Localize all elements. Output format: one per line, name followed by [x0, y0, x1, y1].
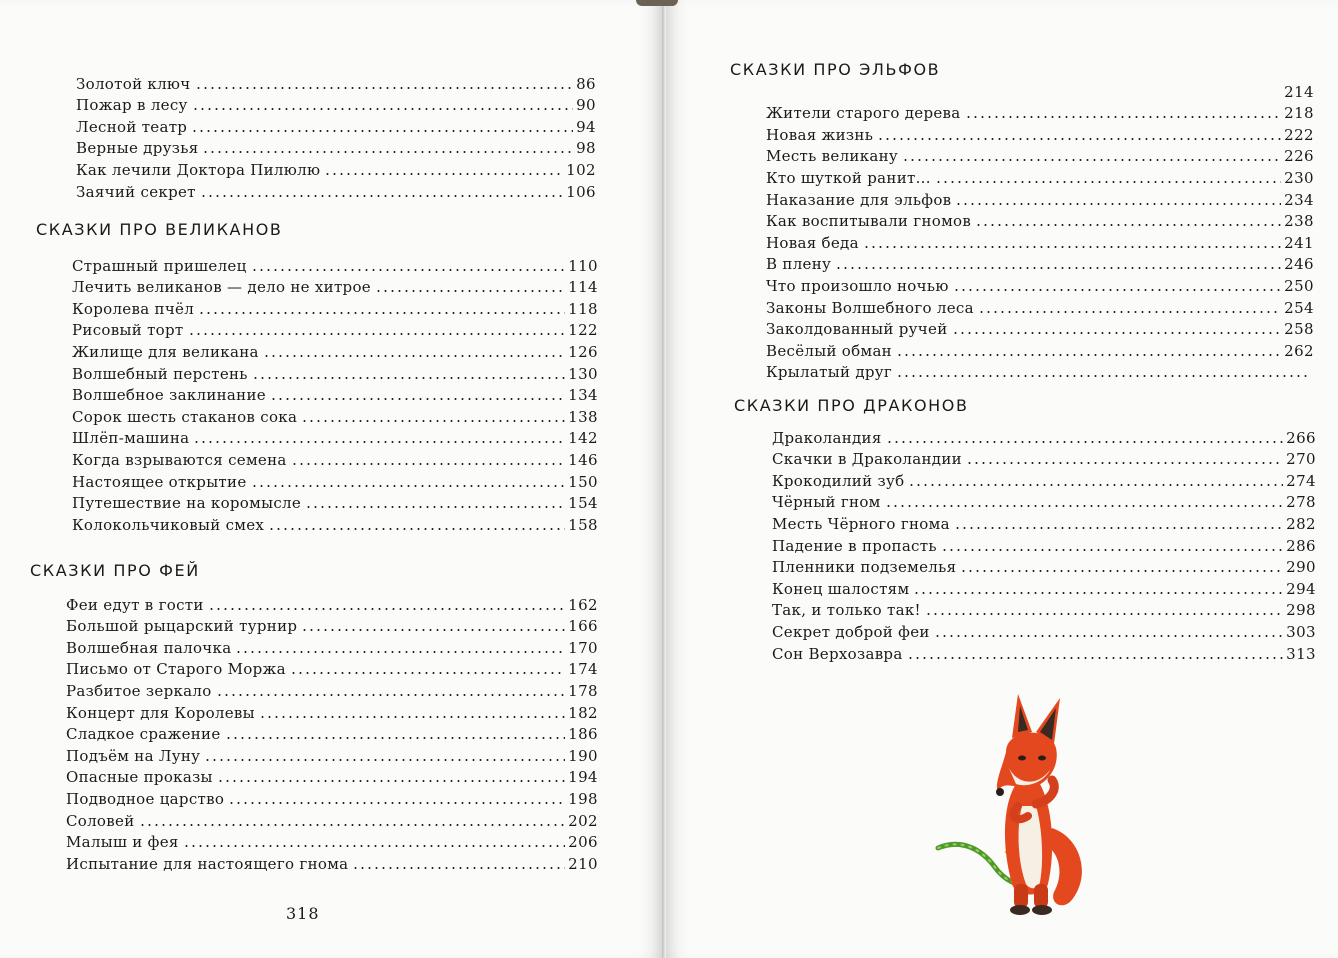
toc-entry-page: 94 — [576, 117, 596, 136]
toc-entry-title: Рисовый торт — [72, 321, 184, 340]
dot-leader — [193, 440, 565, 444]
page-number: 318 — [286, 904, 320, 923]
dot-leader — [907, 656, 1284, 660]
toc-entry-title: Что произошло ночью — [766, 276, 949, 295]
dot-leader — [835, 266, 1281, 270]
toc-entry — [772, 620, 1316, 642]
toc-entry — [772, 448, 1316, 470]
dot-leader — [202, 150, 573, 154]
toc-entry — [766, 80, 1314, 102]
toc-entry-page: 274 — [1286, 471, 1316, 490]
toc-entry-title: Пленники подземелья — [772, 558, 957, 577]
toc-entry — [72, 340, 598, 362]
dot-leader — [228, 801, 565, 805]
toc-entry-title: Малыш и фея — [66, 833, 179, 852]
dot-leader — [877, 137, 1281, 141]
dot-leader — [270, 397, 565, 401]
toc-entry-page: 202 — [568, 811, 598, 830]
toc-entry-title: Соловей — [66, 811, 135, 830]
toc-entry-page: 298 — [1286, 601, 1316, 620]
toc-list-giants — [72, 254, 598, 535]
toc-entry-page: 218 — [1284, 104, 1314, 123]
toc-entry — [76, 137, 596, 159]
toc-entry-title: Шлёп-машина — [72, 429, 190, 448]
toc-entry-page: 230 — [1284, 168, 1314, 187]
toc-entry — [772, 577, 1316, 599]
dot-leader — [975, 223, 1281, 227]
toc-entry — [76, 94, 596, 116]
toc-entry — [772, 426, 1316, 448]
toc-entry-page: 238 — [1284, 212, 1314, 231]
dot-leader — [208, 607, 565, 611]
toc-entry-title: Крылатый друг — [766, 363, 893, 382]
toc-entry-title: Опасные проказы — [66, 768, 213, 787]
toc-entry — [66, 701, 598, 723]
dot-leader — [941, 548, 1283, 552]
toc-entry-page: 178 — [568, 681, 598, 700]
dot-leader — [375, 289, 565, 293]
toc-list-forest — [76, 72, 596, 202]
dot-leader — [935, 180, 1281, 184]
dot-leader — [192, 107, 573, 111]
toc-entry-page: 154 — [568, 494, 598, 513]
dot-leader — [200, 194, 563, 198]
toc-entry-page: 138 — [568, 407, 598, 426]
dot-leader — [934, 634, 1283, 638]
toc-entry-page: 254 — [1284, 298, 1314, 317]
dot-leader — [198, 311, 565, 315]
toc-list-fairies — [66, 593, 598, 874]
dot-leader — [960, 569, 1283, 573]
dot-leader — [925, 612, 1283, 616]
toc-entry-page: 190 — [568, 746, 598, 765]
toc-entry-title: Испытание для настоящего гнома — [66, 854, 349, 873]
toc-entry-title: Путешествие на коромысле — [72, 494, 302, 513]
toc-entry-title: Весёлый обман — [766, 341, 892, 360]
toc-entry-title: Страшный пришелец — [72, 256, 247, 275]
toc-entry-title: Крокодилий зуб — [772, 471, 905, 490]
toc-entry — [772, 491, 1316, 513]
toc-entry-title: Когда взрываются семена — [72, 450, 287, 469]
dot-leader — [954, 526, 1283, 530]
toc-entry — [766, 145, 1314, 167]
toc-entry-title: Жители старого дерева — [766, 104, 961, 123]
toc-entry-page: 170 — [568, 638, 598, 657]
toc-entry-title: Секрет доброй феи — [772, 622, 930, 641]
dot-leader — [191, 129, 573, 133]
toc-entry-page: 250 — [1284, 276, 1314, 295]
toc-entry — [72, 513, 598, 535]
toc-entry-page: 98 — [576, 139, 596, 158]
toc-entry-page: 313 — [1286, 644, 1316, 663]
toc-entry-page: 130 — [568, 364, 598, 383]
dot-leader — [251, 268, 566, 272]
book-gutter — [662, 0, 666, 958]
dot-leader — [896, 353, 1281, 357]
toc-entry-title: Подъём на Луну — [66, 746, 201, 765]
toc-entry-title: Как воспитывали гномов — [766, 212, 972, 231]
toc-entry — [772, 512, 1316, 534]
toc-entry — [72, 492, 598, 514]
toc-entry — [76, 115, 596, 137]
toc-entry — [66, 723, 598, 745]
toc-entry — [72, 319, 598, 341]
toc-entry — [66, 766, 598, 788]
toc-entry-title: Разбитое зеркало — [66, 681, 212, 700]
toc-entry-title: Сладкое сражение — [66, 725, 221, 744]
toc-entry-title: Сорок шесть стаканов сока — [72, 407, 298, 426]
toc-entry-title: Наказание для эльфов — [766, 190, 952, 209]
toc-entry-title: Феи едут в гости — [66, 595, 204, 614]
dot-leader — [913, 591, 1283, 595]
toc-entry-title: Колокольчиковый смех — [72, 515, 265, 534]
dot-leader — [952, 331, 1282, 335]
toc-entry-page: 174 — [568, 660, 598, 679]
toc-entry-page: 294 — [1286, 579, 1316, 598]
toc-entry-page: 106 — [566, 182, 596, 201]
dot-leader — [252, 376, 565, 380]
dot-leader — [324, 172, 563, 176]
toc-entry — [766, 188, 1314, 210]
toc-entry-page: 134 — [568, 386, 598, 405]
dot-leader — [259, 715, 565, 719]
toc-entry-page: 266 — [1286, 428, 1316, 447]
dot-leader — [188, 332, 566, 336]
toc-entry-title: Королева пчёл — [72, 299, 195, 318]
toc-entry-title: Скачки в Драколандии — [772, 450, 962, 469]
toc-entry — [766, 123, 1314, 145]
dot-leader — [978, 310, 1281, 314]
toc-entry — [66, 744, 598, 766]
dot-leader — [886, 440, 1284, 444]
dot-leader — [863, 245, 1281, 249]
toc-entry-title: Подводное царство — [66, 789, 225, 808]
toc-entry-page: 286 — [1286, 536, 1316, 555]
toc-entry-page: 226 — [1284, 147, 1314, 166]
toc-entry — [66, 809, 598, 831]
toc-entry — [766, 296, 1314, 318]
toc-entry-page: 166 — [568, 617, 598, 636]
toc-entry — [772, 534, 1316, 556]
toc-entry-page: 241 — [1284, 233, 1314, 252]
dot-leader — [902, 158, 1281, 162]
dot-leader — [955, 202, 1281, 206]
toc-entry — [772, 469, 1316, 491]
toc-entry — [766, 253, 1314, 275]
toc-entry-page: 114 — [568, 278, 598, 297]
dot-leader — [268, 527, 565, 531]
toc-entry-title: Как лечили Доктора Пилюлю — [76, 160, 321, 179]
toc-entry-title: Месть Чёрного гнома — [772, 514, 950, 533]
toc-entry-title: Золотой ключ — [76, 74, 191, 93]
dot-leader — [953, 288, 1281, 292]
dot-leader — [305, 505, 565, 509]
toc-entry — [66, 787, 598, 809]
toc-entry — [66, 593, 598, 615]
toc-entry-page: 198 — [568, 789, 598, 808]
toc-entry — [772, 599, 1316, 621]
toc-entry-page: 290 — [1286, 558, 1316, 577]
section-heading-elves: СКАЗКИ ПРО ЭЛЬФОВ — [730, 60, 941, 79]
toc-entry — [772, 642, 1316, 664]
toc-entry-title: Пожар в лесу — [76, 96, 188, 115]
section-heading-dragons: СКАЗКИ ПРО ДРАКОНОВ — [734, 396, 969, 415]
toc-entry — [766, 166, 1314, 188]
toc-entry — [766, 210, 1314, 232]
dot-leader — [195, 86, 574, 90]
toc-list-elves — [766, 80, 1314, 382]
toc-entry-title: Заячий секрет — [76, 182, 196, 201]
toc-entry-page: 150 — [568, 472, 598, 491]
toc-entry — [766, 274, 1314, 296]
toc-entry-title: Волшебное заклинание — [72, 386, 266, 405]
toc-entry-title: Месть великану — [766, 147, 899, 166]
toc-entry-page: 246 — [1284, 255, 1314, 274]
left-page — [0, 0, 664, 958]
toc-entry — [772, 556, 1316, 578]
dot-leader — [885, 504, 1284, 508]
toc-entry-title: Законы Волшебного леса — [766, 298, 974, 317]
toc-entry-page: 194 — [568, 768, 598, 787]
toc-entry-title: Настоящее открытие — [72, 472, 247, 491]
toc-entry — [72, 427, 598, 449]
dot-leader — [263, 354, 565, 358]
toc-entry — [766, 231, 1314, 253]
toc-entry-title: Волшебная палочка — [66, 638, 232, 657]
toc-entry — [766, 339, 1314, 361]
toc-entry — [72, 254, 598, 276]
dot-leader — [204, 758, 565, 762]
toc-entry — [72, 362, 598, 384]
toc-entry-title: Так, и только так! — [772, 601, 921, 620]
toc-entry — [66, 852, 598, 874]
toc-entry-title: Лечить великанов — дело не хитрое — [72, 278, 371, 297]
dot-leader — [352, 866, 565, 870]
dot-leader — [290, 671, 565, 675]
toc-entry-page: 158 — [568, 515, 598, 534]
toc-entry-title: Концерт для Королевы — [66, 703, 255, 722]
toc-entry — [76, 72, 596, 94]
toc-entry-page: 182 — [568, 703, 598, 722]
toc-entry-page: 110 — [568, 256, 598, 275]
toc-entry-page: 118 — [568, 299, 598, 318]
dot-leader — [216, 693, 566, 697]
toc-entry-page: 206 — [568, 833, 598, 852]
toc-entry-title: Драколандия — [772, 428, 882, 447]
toc-entry-page: 262 — [1284, 341, 1314, 360]
toc-entry — [72, 297, 598, 319]
toc-entry — [76, 158, 596, 180]
toc-entry-page: 258 — [1284, 320, 1314, 339]
toc-entry-page: 142 — [568, 429, 598, 448]
toc-entry-page: 122 — [568, 321, 598, 340]
toc-entry — [72, 384, 598, 406]
toc-entry-page: 146 — [568, 450, 598, 469]
toc-entry-title: Чёрный гном — [772, 493, 881, 512]
toc-entry-page: 222 — [1284, 125, 1314, 144]
dot-leader — [966, 461, 1283, 465]
toc-entry-title: Новая жизнь — [766, 125, 874, 144]
toc-entry-title: Верные друзья — [76, 139, 199, 158]
toc-entry — [72, 405, 598, 427]
toc-entry-page: 126 — [568, 342, 598, 361]
toc-entry-page: 278 — [1286, 493, 1316, 512]
toc-entry — [66, 636, 598, 658]
toc-entry — [766, 361, 1314, 383]
dot-leader — [183, 844, 566, 848]
toc-entry-title: Волшебный перстень — [72, 364, 248, 383]
toc-entry-page: 270 — [1286, 450, 1316, 469]
toc-entry-page: 186 — [568, 725, 598, 744]
fox-icon — [932, 688, 1102, 918]
dot-leader — [225, 736, 566, 740]
toc-entry-page: 303 — [1286, 622, 1316, 641]
dot-leader — [301, 419, 565, 423]
toc-entry-page: 234 — [1284, 190, 1314, 209]
toc-entry-page: 90 — [576, 96, 596, 115]
dot-leader — [908, 483, 1283, 487]
toc-entry-title: Падение в пропасть — [772, 536, 937, 555]
toc-entry-title: Большой рыцарский турнир — [66, 617, 298, 636]
toc-entry — [66, 615, 598, 637]
toc-entry-title: Лесной театр — [76, 117, 188, 136]
dot-leader — [217, 779, 565, 783]
toc-entry — [76, 180, 596, 202]
toc-entry-page: 102 — [566, 160, 596, 179]
toc-entry-title: Сон Верхозавра — [772, 644, 903, 663]
dot-leader — [291, 462, 566, 466]
toc-entry-title: Кто шуткой ранит... — [766, 168, 931, 187]
toc-entry-page: 214 — [1284, 82, 1314, 101]
toc-entry — [66, 679, 598, 701]
toc-entry-title: Конец шалостям — [772, 579, 910, 598]
toc-entry — [766, 318, 1314, 340]
toc-entry — [766, 102, 1314, 124]
toc-entry-page: 282 — [1286, 514, 1316, 533]
section-heading-giants: СКАЗКИ ПРО ВЕЛИКАНОВ — [36, 220, 283, 239]
dot-leader — [251, 484, 566, 488]
toc-entry — [72, 276, 598, 298]
toc-entry — [66, 658, 598, 680]
toc-entry-title: Заколдованный ручей — [766, 320, 948, 339]
toc-entry — [72, 448, 598, 470]
toc-entry-page: 162 — [568, 595, 598, 614]
dot-leader — [301, 628, 565, 632]
toc-list-dragons — [772, 426, 1316, 664]
dot-leader — [139, 823, 566, 827]
toc-entry — [66, 831, 598, 853]
dot-leader — [965, 115, 1282, 119]
toc-entry-title: В плену — [766, 255, 832, 274]
bookmark-ribbon — [636, 0, 678, 6]
toc-entry-page: 86 — [576, 74, 596, 93]
toc-entry — [72, 470, 598, 492]
dot-leader — [235, 650, 565, 654]
dot-leader — [896, 374, 1311, 378]
toc-entry-title: Письмо от Старого Моржа — [66, 660, 286, 679]
toc-entry-title: Жилище для великана — [72, 342, 259, 361]
toc-entry-title: Новая беда — [766, 233, 859, 252]
section-heading-fairies: СКАЗКИ ПРО ФЕЙ — [30, 561, 200, 580]
toc-entry-page: 210 — [568, 854, 598, 873]
